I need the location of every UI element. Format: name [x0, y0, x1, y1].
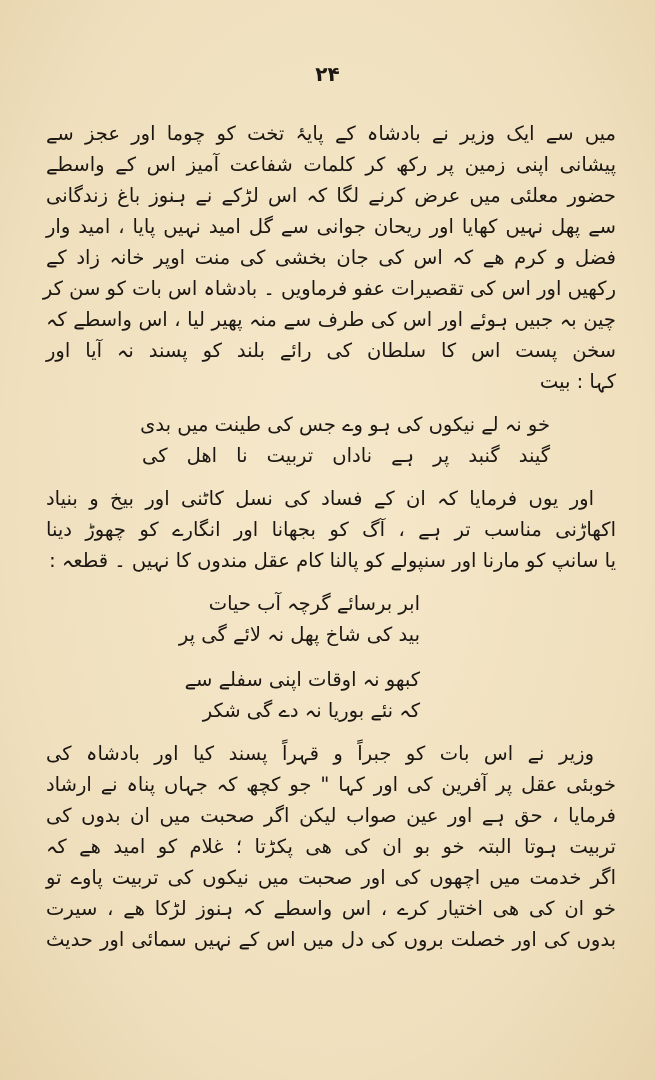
text-line: سخن پست اس کا سلطان کی رائے بلند کو پسند نہ آیا اور: [46, 339, 616, 362]
text-line: اکھاڑنی مناسب تر ہے ، آگ کو بجھانا اور انگارے کو چھوڑ دینا: [46, 518, 616, 541]
verse-line: ابر برسائے گرچہ آب حیات: [208, 592, 420, 615]
text-line: حضور معلئی میں عرض کرنے لگا کہ اس لڑکے نے ہنوز باغ زندگانی: [46, 184, 616, 207]
text-line: فضل و کرم ھے کہ اس کی جان بخشی کی منت اوپر خانہ زاد کے: [46, 246, 616, 269]
text-line: خو ان کی ھی اختیار کرے ، اس واسطے کہ ہنوز لڑکا ھے ، سیرت: [46, 897, 616, 920]
text-line: سے پھل نہیں کھایا اور ریحان جوانی سے گل امید نہیں پایا ، امید وار: [46, 215, 616, 238]
body-text: [42, 118, 616, 955]
text-line: یا سانپ کو مارنا اور سنپولے کو پالنا کام عقل مندوں کا نہیں ۔ قطعہ :: [49, 549, 616, 572]
text-line: پیشانی اپنی زمین پر رکھ کر کلمات شفاعت آمیز اس کے واسطے: [46, 153, 616, 176]
text-line: رکھیں اور اس کی تقصیرات عفو فرماویں ۔ بادشاہ اس بات کو سن کر: [42, 277, 616, 300]
verse-line: کبھو نہ اوقات اپنی سفلے سے: [184, 668, 420, 691]
text-line: کہا : بیت: [539, 370, 616, 393]
paragraph-2: [46, 483, 616, 576]
verse-2: [46, 588, 616, 726]
text-line: وزیر نے اس بات کو جبراً و قہراً پسند کیا اور بادشاہ کی: [46, 742, 594, 765]
verse-line: گیند گنبد پر ہے ناداں تربیت نا اھل کی: [142, 444, 550, 467]
text-line: فرمایا ، حق ہے اور عین صواب لیکن اگر صحبت میں ان بدوں کی: [46, 804, 616, 827]
paragraph-1: [42, 118, 616, 397]
text-line: میں سے ایک وزیر نے بادشاہ کے پایۂ تخت کو چوما اور عجز سے: [46, 122, 616, 145]
text-line: بدوں کی اور خصلت بروں کی دل میں اس کے نہیں سمائی اور حدیث: [46, 928, 616, 951]
page-number: ۲۴: [315, 62, 340, 86]
paragraph-3: [46, 738, 616, 955]
verse-line: خو نہ لے نیکوں کی ہو وے جس کی طینت میں بدی: [140, 413, 550, 436]
text-line: تربیت ہوتا البتہ خو بو ان کی ھی پکڑتا ؛ غلام کو امید ھے کہ: [46, 835, 616, 858]
verse-line: بید کی شاخ پھل نہ لائے گی پر: [178, 623, 420, 646]
verse-line: کہ نئے بوریا نہ دے گی شکر: [202, 699, 420, 722]
text-line: چین بہ جبیں ہوئے اور اس کی طرف سے منہ پھیر لیا ، اس واسطے کہ: [46, 308, 616, 331]
text-line: اگر خدمت میں اچھوں کی اور صحبت میں نیکوں کی تربیت پاوے تو: [46, 866, 616, 889]
text-line: اور یوں فرمایا کہ ان کے فساد کی نسل کاٹنی اور بیخ و بنیاد: [46, 487, 594, 510]
text-line: خوبئی عقل پر آفرین کی اور کہا " جو کچھ کہ جہاں پناہ نے ارشاد: [46, 773, 616, 796]
verse-1: [46, 409, 616, 471]
